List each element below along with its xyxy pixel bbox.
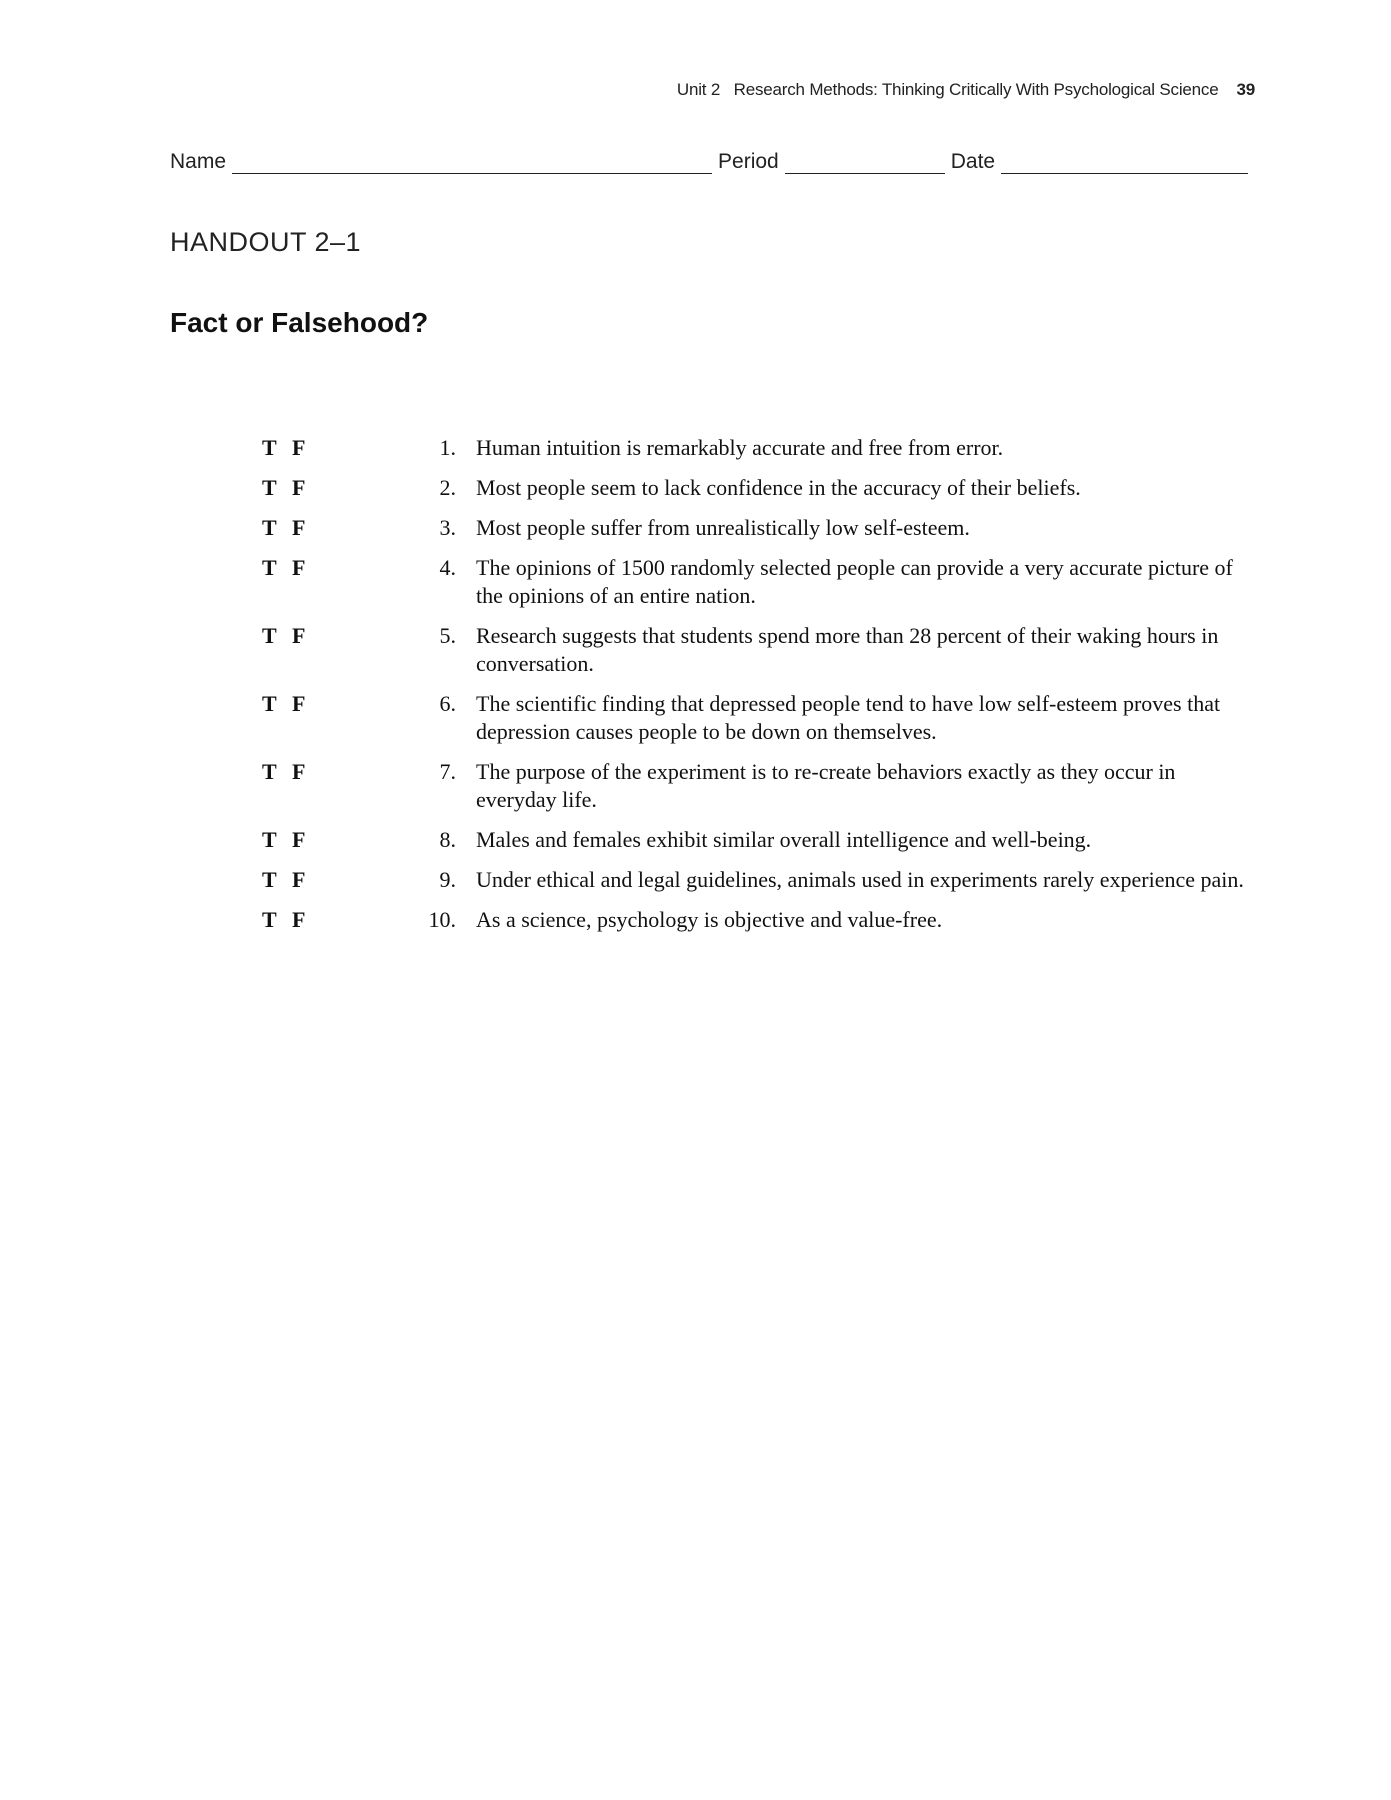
item-number: 9. <box>439 867 456 892</box>
quiz-item <box>0 434 1391 462</box>
true-false-choices <box>262 690 305 718</box>
true-option[interactable]: T <box>262 907 277 932</box>
true-option[interactable]: T <box>262 435 277 460</box>
true-false-choices <box>262 906 305 934</box>
item-statement: Most people suffer from unrealistically low self-esteem. <box>476 515 970 540</box>
true-option[interactable]: T <box>262 827 277 852</box>
item-number: 3. <box>439 515 456 540</box>
false-option[interactable]: F <box>292 435 306 460</box>
true-option[interactable]: T <box>262 867 277 892</box>
quiz-item <box>0 554 1391 610</box>
false-option[interactable]: F <box>292 515 306 540</box>
true-false-choices <box>262 758 305 786</box>
quiz-list <box>0 434 1391 946</box>
item-statement: Human intuition is remarkably accurate and free from error. <box>476 435 1004 460</box>
true-false-choices <box>262 826 305 854</box>
false-option[interactable]: F <box>292 555 306 580</box>
date-field[interactable] <box>1001 151 1248 174</box>
item-statement: The scientific finding that depressed people tend to have low self-esteem proves that depression causes people to be down on themselves. <box>476 691 1221 744</box>
true-option[interactable]: T <box>262 759 277 784</box>
item-number: 7. <box>439 759 456 784</box>
item-statement: Research suggests that students spend more than 28 percent of their waking hours in conversation. <box>476 623 1219 676</box>
running-head <box>677 80 1255 100</box>
quiz-item <box>0 758 1391 814</box>
item-statement: Under ethical and legal guidelines, animals used in experiments rarely experience pain. <box>476 867 1244 892</box>
date-label: Date <box>950 150 996 173</box>
true-false-choices <box>262 514 305 542</box>
true-false-choices <box>262 622 305 650</box>
item-number: 5. <box>439 623 456 648</box>
false-option[interactable]: F <box>292 475 306 500</box>
false-option[interactable]: F <box>292 623 306 648</box>
true-option[interactable]: T <box>262 623 277 648</box>
quiz-item <box>0 690 1391 746</box>
item-number: 10. <box>428 907 456 932</box>
item-statement: Males and females exhibit similar overall intelligence and well-being. <box>476 827 1092 852</box>
true-false-choices <box>262 474 305 502</box>
quiz-item <box>0 474 1391 502</box>
true-option[interactable]: T <box>262 515 277 540</box>
student-info-fields <box>170 150 1248 174</box>
item-statement: The purpose of the experiment is to re-create behaviors exactly as they occur in everyday life. <box>476 759 1176 812</box>
period-label: Period <box>718 150 779 173</box>
false-option[interactable]: F <box>292 907 306 932</box>
quiz-item <box>0 622 1391 678</box>
name-label: Name <box>170 150 227 173</box>
period-field[interactable] <box>785 151 945 174</box>
false-option[interactable]: F <box>292 827 306 852</box>
true-option[interactable]: T <box>262 691 277 716</box>
running-title: Unit 2 Research Methods: Thinking Critically With Psychological Science <box>676 80 1219 99</box>
true-false-choices <box>262 554 305 582</box>
true-false-choices <box>262 434 305 462</box>
item-number: 4. <box>439 555 456 580</box>
item-number: 2. <box>439 475 456 500</box>
true-option[interactable]: T <box>262 475 277 500</box>
false-option[interactable]: F <box>292 867 306 892</box>
quiz-item <box>0 514 1391 542</box>
handout-label: HANDOUT 2–1 <box>170 227 362 257</box>
item-number: 8. <box>439 827 456 852</box>
false-option[interactable]: F <box>292 759 306 784</box>
quiz-item <box>0 906 1391 934</box>
quiz-item <box>0 866 1391 894</box>
item-statement: The opinions of 1500 randomly selected people can provide a very accurate picture of the opinions of an entire nation. <box>476 555 1233 608</box>
true-false-choices <box>262 866 305 894</box>
name-field[interactable] <box>232 151 712 174</box>
item-statement: Most people seem to lack confidence in the accuracy of their beliefs. <box>476 475 1081 500</box>
item-statement: As a science, psychology is objective and value-free. <box>476 907 943 932</box>
true-option[interactable]: T <box>262 555 277 580</box>
page-number: 39 <box>1236 80 1255 99</box>
quiz-item <box>0 826 1391 854</box>
item-number: 1. <box>439 435 456 460</box>
item-number: 6. <box>439 691 456 716</box>
false-option[interactable]: F <box>292 691 306 716</box>
handout-title: Fact or Falsehood? <box>170 307 429 338</box>
